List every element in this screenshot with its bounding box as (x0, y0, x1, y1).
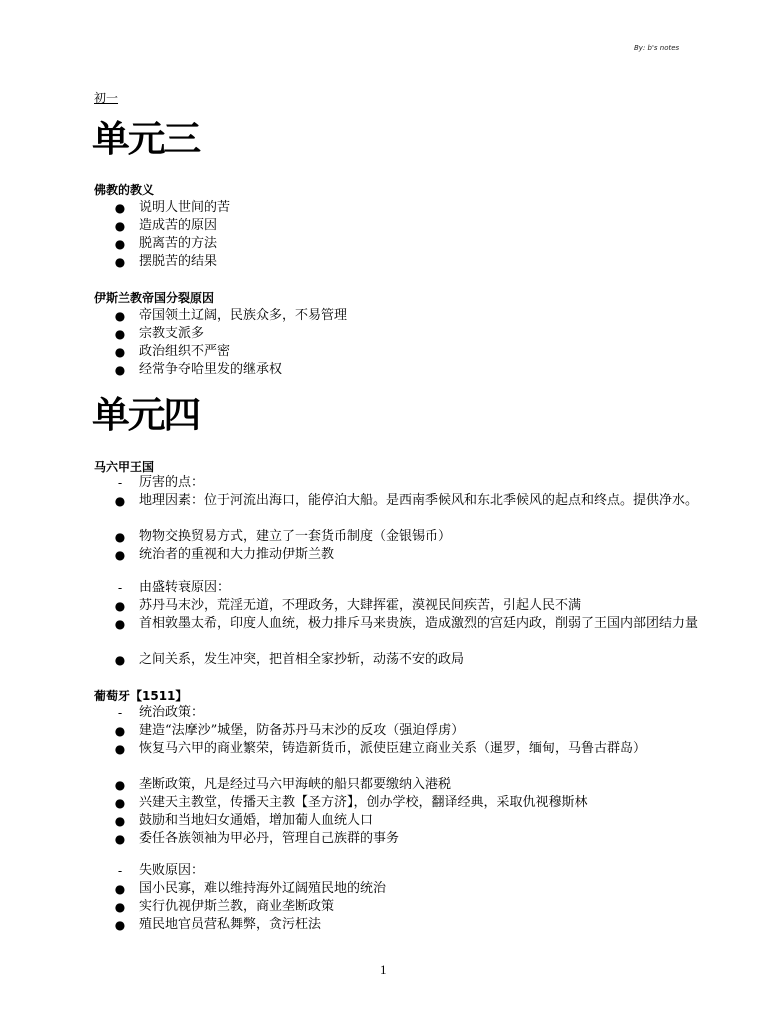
dash-marker: - (117, 706, 123, 720)
malacca-heading: 马六甲王国 (94, 460, 155, 474)
bullet-icon: ● (114, 900, 126, 914)
bullet-icon: ● (114, 255, 126, 269)
bullet-icon: ● (114, 237, 126, 251)
bullet-icon: ● (114, 742, 126, 756)
buddhism-heading: 佛教的教义 (94, 183, 155, 197)
bullet-icon: ● (114, 599, 126, 613)
bullet-icon: ● (114, 219, 126, 233)
bullet-icon: ● (114, 918, 126, 932)
bullet-icon: ● (114, 832, 126, 846)
bullet-icon: ● (114, 494, 126, 508)
islamic-empire-heading: 伊斯兰教帝国分裂原因 (94, 291, 215, 305)
dash-marker: - (117, 864, 123, 878)
bullet-icon: ● (114, 882, 126, 896)
bullet-icon: ● (114, 309, 126, 323)
dash-marker: - (117, 476, 123, 490)
portugal-heading: 葡萄牙【1511】 (94, 689, 188, 703)
bullet-icon: ● (114, 201, 126, 215)
bullet-icon: ● (114, 617, 126, 631)
bullet-icon: ● (114, 778, 126, 792)
bullet-icon: ● (114, 653, 126, 667)
dash-marker: - (117, 581, 123, 595)
bullet-icon: ● (114, 814, 126, 828)
unit-4-title: 单元四 (92, 395, 200, 436)
unit-3-title: 单元三 (92, 119, 200, 160)
bullet-icon: ● (114, 548, 126, 562)
bullet-icon: ● (114, 327, 126, 341)
bullet-icon: ● (114, 796, 126, 810)
page-number: 1 (380, 962, 387, 977)
bullet-icon: ● (114, 363, 126, 377)
bullet-icon: ● (114, 345, 126, 359)
bullet-icon: ● (114, 530, 126, 544)
bullet-icon: ● (114, 724, 126, 738)
grade-label: 初一 (94, 91, 119, 105)
author-credit: By: b's notes (634, 44, 680, 52)
